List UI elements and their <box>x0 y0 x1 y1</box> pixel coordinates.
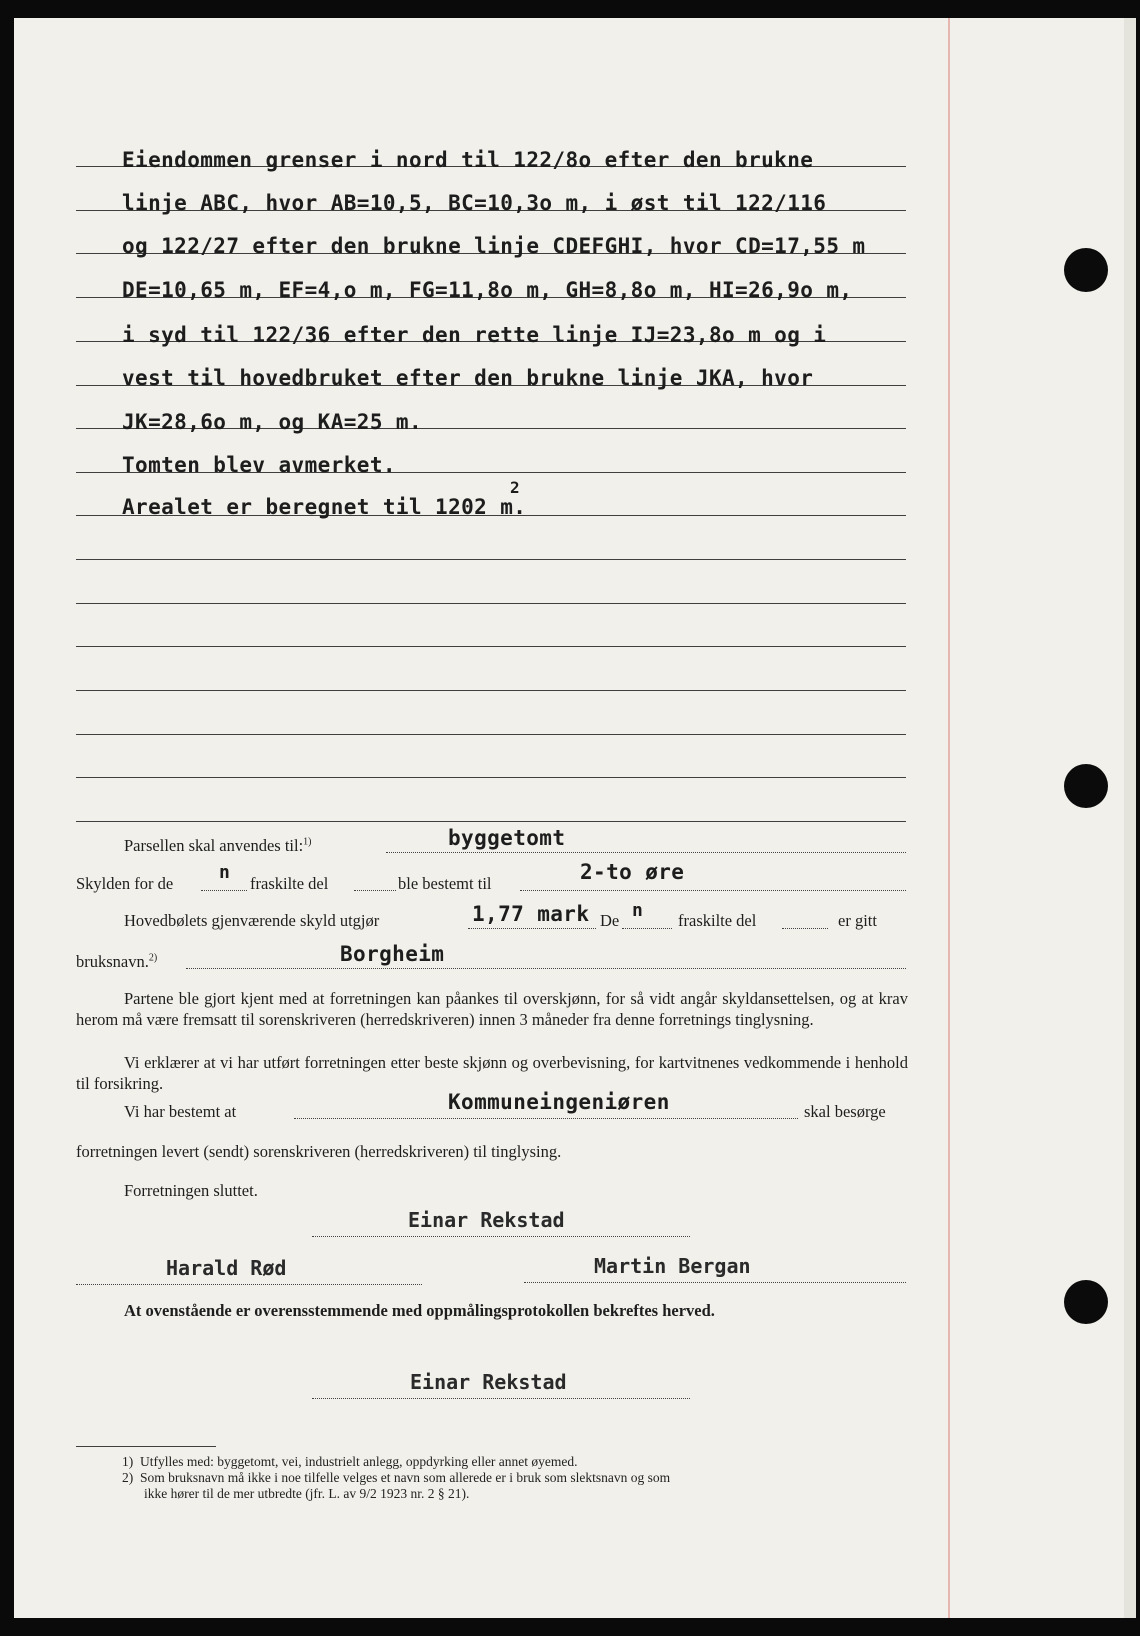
punch-hole <box>1064 1280 1108 1324</box>
declaration-paragraph: Vi erklærer at vi har utført forretningen etter beste skjønn og overbevisning, for kartvitnenes vedkommende i henhold til forsikring. <box>76 1053 908 1093</box>
parsellen-label: Parsellen skal anvendes til:$^{1)}$ <box>124 836 312 855</box>
hoved-de-field-line <box>622 928 672 929</box>
typed-line: Tomten blev avmerket. <box>122 453 396 477</box>
bestemt-label-b: skal besørge <box>804 1102 886 1121</box>
levert-line: forretningen levert (sendt) sorenskriveren (herredskriveren) til tinglysing. <box>76 1142 562 1161</box>
hoved-de-value: n <box>632 900 644 921</box>
parsellen-field-line <box>386 852 906 853</box>
signature-left: Harald Rød <box>166 1256 287 1280</box>
typed-line: i syd til 122/36 efter den rette linje IJ=23,8o m og i <box>122 323 827 347</box>
margin-line <box>948 18 950 1618</box>
typed-line: DE=10,65 m, EF=4,o m, FG=11,8o m, GH=8,8o m, HI=26,9o m, <box>122 278 853 302</box>
footnote-2: 2) Som bruksnavn må ikke i noe tilfelle velges et navn som allerede er i bruk som slektsnavn og som <box>122 1470 671 1485</box>
skylden-label-b: fraskilte del <box>250 874 329 893</box>
footnote-rule <box>76 1446 216 1447</box>
punch-hole <box>1064 764 1108 808</box>
ruled-line <box>76 821 906 822</box>
ruled-line <box>76 559 906 560</box>
bestemt-field-line <box>294 1118 798 1119</box>
confirm-line: At ovenstående er overensstemmende med oppmålingsprotokollen bekreftes herved. <box>124 1301 715 1320</box>
typed-line: linje ABC, hvor AB=10,5, BC=10,3o m, i øst til 122/116 <box>122 191 827 215</box>
document-page <box>14 18 1136 1618</box>
footnote-1: 1) Utfylles med: byggetomt, vei, industrielt anlegg, oppdyrking eller annet øyemed. <box>122 1454 578 1469</box>
parsellen-value: byggetomt <box>448 826 566 850</box>
ruled-line <box>76 646 906 647</box>
hoved-field-line <box>468 928 596 929</box>
signature-line-left <box>76 1284 422 1285</box>
skylden-del-field-line <box>354 890 396 891</box>
bestemt-value: Kommuneingeniøren <box>448 1090 670 1114</box>
scan-border <box>0 1618 1140 1636</box>
skylden-de-field-line <box>201 890 247 891</box>
signature-line-right <box>524 1282 906 1283</box>
typed-line: JK=28,6o m, og KA=25 m. <box>122 410 422 434</box>
hoved-del-field-line <box>782 928 828 929</box>
sluttet-line: Forretningen sluttet. <box>124 1181 258 1200</box>
ruled-line <box>76 690 906 691</box>
signature-line-top <box>312 1236 690 1237</box>
signature-bottom: Einar Rekstad <box>410 1370 567 1394</box>
ruled-line <box>76 603 906 604</box>
hoved-label-a: Hovedbølets gjenværende skyld utgjør <box>124 911 380 930</box>
typed-line: vest til hovedbruket efter den brukne linje JKA, hvor <box>122 366 814 390</box>
hoved-label-b: De <box>600 911 620 930</box>
skylden-label-a: Skylden for de <box>76 874 174 893</box>
ruled-line <box>76 734 906 735</box>
footnote-2-continued: ikke hører til de mer utbredte (jfr. L. av 9/2 1923 nr. 2 § 21). <box>144 1486 470 1501</box>
bestemt-label-a: Vi har bestemt at <box>124 1102 237 1121</box>
bruksnavn-value: Borgheim <box>340 942 445 966</box>
bruksnavn-label: bruksnavn.$^{2)}$ <box>76 952 158 971</box>
hoved-label-c: fraskilte del <box>678 911 757 930</box>
appeal-paragraph: Partene ble gjort kjent med at forretningen kan påankes til overskjønn, for så vidt angår skyldansettelsen, og at krav herom må være fremsatt til sorenskriveren (herredskriveren) innen 3 måneder fra denne forretnings tinglysning. <box>76 989 908 1029</box>
skylden-value: 2-to øre <box>580 860 685 884</box>
page-edge <box>1124 18 1136 1618</box>
hoved-value: 1,77 mark <box>472 902 590 926</box>
bruksnavn-field-line <box>186 968 906 969</box>
signature-right: Martin Bergan <box>594 1254 751 1278</box>
skylden-field-line <box>520 890 906 891</box>
signature-line-bottom <box>312 1398 690 1399</box>
typed-line: Arealet er beregnet til 1202 m. <box>122 495 527 519</box>
typed-line: Eiendommen grenser i nord til 122/8o efter den brukne <box>122 148 814 172</box>
typed-line: og 122/27 efter den brukne linje CDEFGHI, hvor CD=17,55 m <box>122 234 866 258</box>
hoved-label-d: er gitt <box>838 911 877 930</box>
ruled-line <box>76 777 906 778</box>
area-superscript: 2 <box>510 478 521 497</box>
skylden-label-c: ble bestemt til <box>398 874 492 893</box>
signature-top: Einar Rekstad <box>408 1208 565 1232</box>
punch-hole <box>1064 248 1108 292</box>
skylden-de-value: n <box>219 862 231 883</box>
